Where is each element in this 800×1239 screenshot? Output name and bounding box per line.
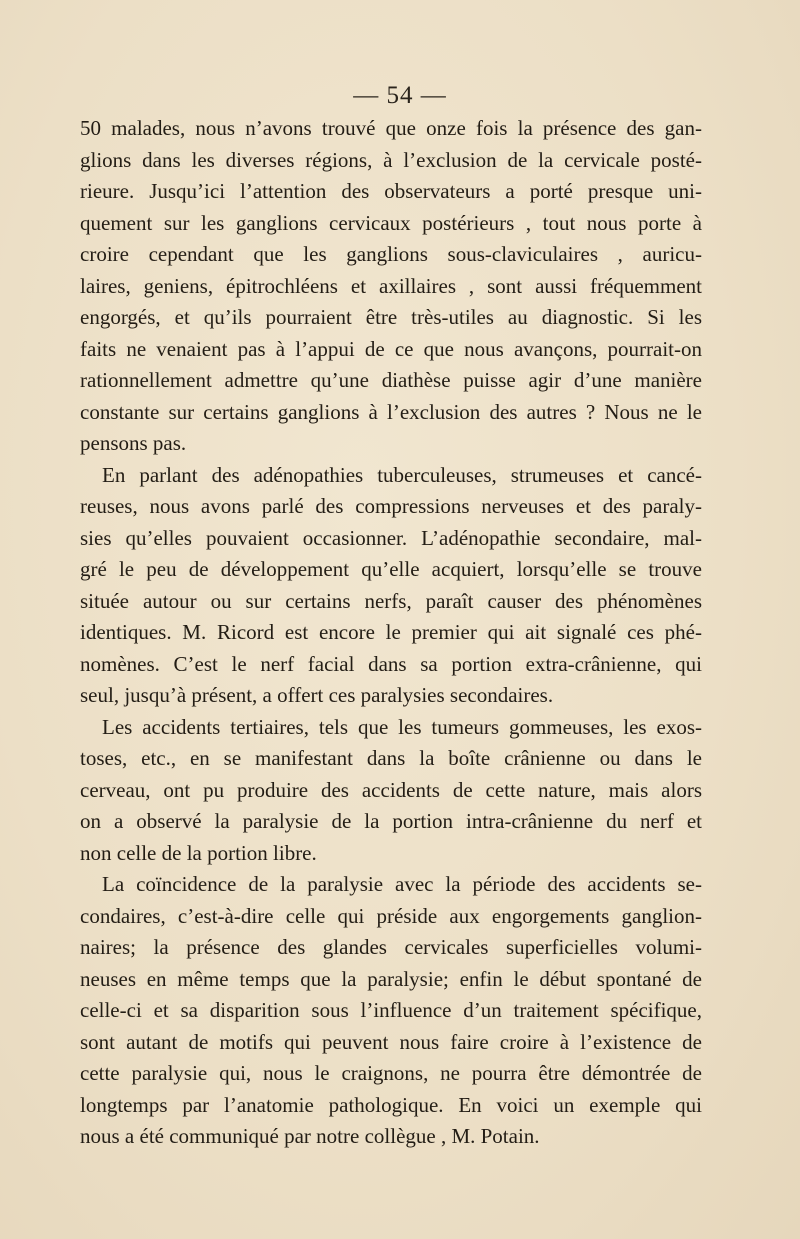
text-line: longtemps par l’anatomie pathologique. En voici un exemple qui (80, 1092, 702, 1117)
text-line: neuses en même temps que la paralysie; enfin le début spontané de (80, 966, 702, 991)
text-line: laires, geniens, épitrochléens et axillaires , sont aussi fréquemment (80, 273, 702, 298)
text-line: toses, etc., en se manifestant dans la boîte crânienne ou dans le (80, 746, 702, 770)
text-line: constante sur certains ganglions à l’exclusion des autres ? Nous ne le (80, 399, 702, 424)
text-line: on a observé la paralysie de la portion intra-crânienne du nerf et (80, 809, 702, 833)
text-line: naires; la présence des glandes cervicales superficielles volumi- (80, 935, 702, 959)
text-line: cette paralysie qui, nous le craignons, ne pourra être démontrée de (80, 1061, 702, 1085)
text-line: pensons pas. (80, 431, 187, 455)
text-line: cerveau, ont pu produire des accidents de cette nature, mais alors (80, 777, 702, 802)
text-line: non celle de la portion libre. (80, 840, 317, 865)
text-line: rieure. Jusqu’ici l’attention des observateurs a porté presque uni- (80, 179, 702, 203)
text-line: nous a été communiqué par notre collègue , M. Potain. (80, 1124, 540, 1148)
text-line: 50 malades, nous n’avons trouvé que onze fois la présence des gan- (80, 116, 702, 140)
text-line: sont autant de motifs qui peuvent nous faire croire à l’existence de (80, 1029, 702, 1054)
text-line: reuses, nous avons parlé des compressions nerveuses et des paraly- (80, 494, 702, 518)
text-line: quement sur les ganglions cervicaux postérieurs , tout nous porte à (80, 210, 702, 235)
text-line: sies qu’elles pouvaient occasionner. L’adénopathie secondaire, mal- (80, 525, 702, 550)
text-line: faits ne venaient pas à l’appui de ce que nous avançons, pourrait-on (80, 336, 702, 361)
text-line: En parlant des adénopathies tuberculeuses, strumeuses et cancé- (102, 462, 702, 487)
text-line: gré le peu de développement qu’elle acquiert, lorsqu’elle se trouve (80, 557, 702, 581)
page-number: — 54 — (353, 82, 447, 109)
text-line: glions dans les diverses régions, à l’exclusion de la cervicale posté- (80, 147, 702, 172)
body-text (80, 113, 702, 1153)
text-line: seul, jusqu’à présent, a offert ces paralysies secondaires. (80, 683, 554, 707)
text-line: croire cependant que les ganglions sous-claviculaires , auricu- (80, 242, 702, 266)
text-line: La coïncidence de la paralysie avec la période des accidents se- (102, 872, 702, 896)
text-line: celle-ci et sa disparition sous l’influence d’un traitement spécifique, (80, 998, 702, 1022)
text-line: située autour ou sur certains nerfs, paraît causer des phénomènes (80, 588, 702, 613)
text-line: nomènes. C’est le nerf facial dans sa portion extra-crânienne, qui (80, 651, 702, 676)
text-line: engorgés, et qu’ils pourraient être très-utiles au diagnostic. Si les (80, 305, 702, 329)
text-line: condaires, c’est-à-dire celle qui préside aux engorgements ganglion- (80, 903, 702, 928)
text-line: Les accidents tertiaires, tels que les tumeurs gommeuses, les exos- (102, 714, 702, 739)
text-line: rationnellement admettre qu’une diathèse puisse agir d’une manière (80, 368, 702, 392)
text-line: identiques. M. Ricord est encore le premier qui ait signalé ces phé- (80, 620, 702, 644)
